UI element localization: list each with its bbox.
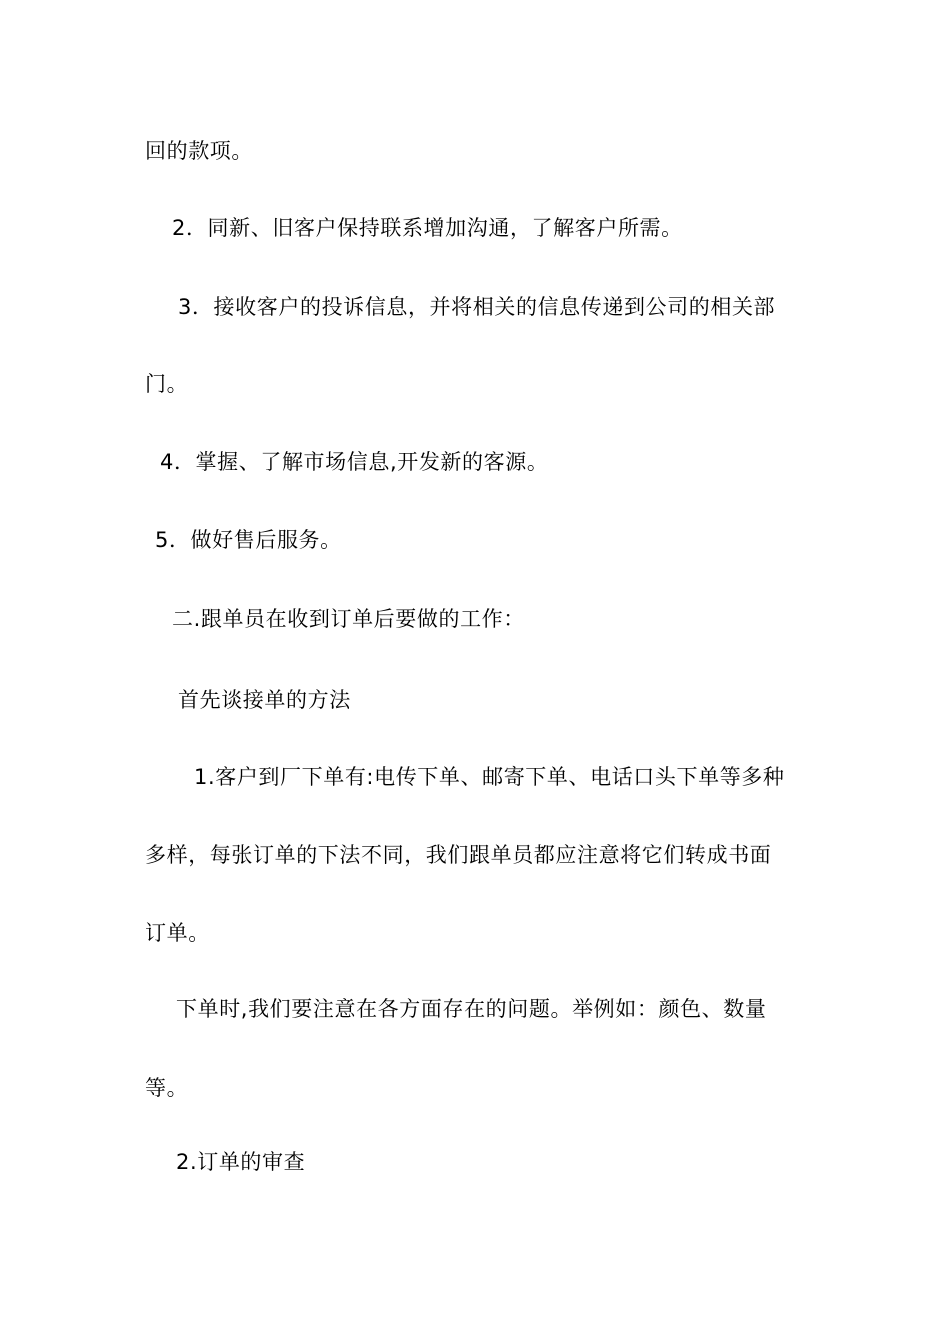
subheading: 首先谈接单的方法 (178, 688, 351, 712)
list-item: 3．接收客户的投诉信息，并将相关的信息传递到公司的相关部 (178, 295, 776, 319)
list-item: 2．同新、旧客户保持联系增加沟通，了解客户所需。 (172, 216, 683, 240)
list-item: 4．掌握、了解市场信息,开发新的客源。 (160, 450, 549, 474)
paragraph-line: 多样，每张订单的下法不同，我们跟单员都应注意将它们转成书面 (145, 843, 772, 867)
paragraph-line: 回的款项。 (145, 139, 253, 163)
paragraph-line: 门。 (145, 372, 189, 396)
list-item: 1.客户到厂下单有:电传下单、邮寄下单、电话口头下单等多种 (194, 765, 785, 789)
subheading: 2.订单的审查 (176, 1150, 306, 1174)
paragraph-line: 等。 (145, 1076, 189, 1100)
paragraph-line: 下单时,我们要注意在各方面存在的问题。举例如：颜色、数量 (176, 997, 767, 1021)
section-heading: 二.跟单员在收到订单后要做的工作： (172, 607, 525, 631)
list-item: 5．做好售后服务。 (155, 528, 342, 552)
paragraph-line: 订单。 (145, 921, 210, 945)
